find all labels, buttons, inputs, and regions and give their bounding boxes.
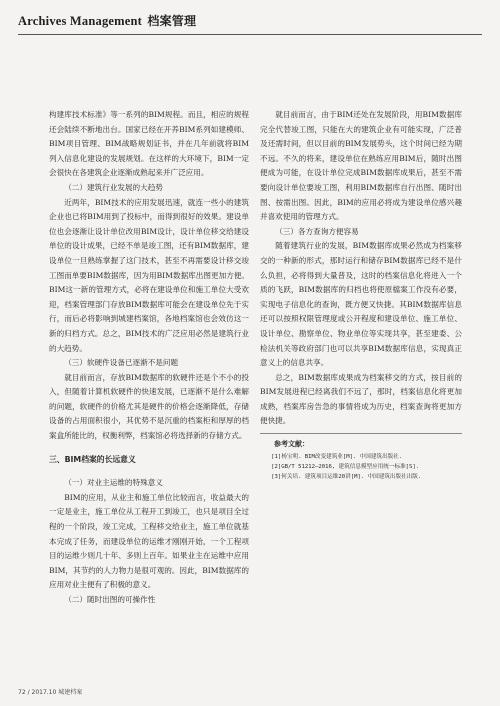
right-column	[260, 108, 462, 482]
subheading: （三）各方查询方便容易	[275, 226, 359, 236]
paragraph: 随着建筑行业的发展，BIM数据库成果必然成为档案移交的一种新的形式，那时运行和储存BIM数据库已经不是什么负担，必将得到大量普及，这时的档案信息化将进入一个质的飞跃，BIM数据库的归档也将使原檔案工作没有必要，实现电子信息化的查询，既方便又快捷。其BIM数据库信息还可以按照权限管理度或公开程度和建设单位、施工单位、设计单位、勘察单位、物业单位等实现共享，甚至建委、公检法机关等政府部门也可以共享BIM数据库信息，实现真正意义上的信息共享。	[260, 241, 462, 368]
section-heading: 三、BIM档案的长远意义	[49, 454, 136, 464]
reference-item: [1]杨宝明. BIM改变建筑业[M]. 中国建筑出版社.	[271, 453, 403, 460]
subheading: （一）对业主运维的特殊意义	[64, 478, 163, 488]
paragraph: 总之，BIM数据库成果成为档案移交的方式，按目前的BIM发展进程已经离我们不远了，那时，档案信息化将更加成熟，档案库房告急的事情将成为历史，档案查询将更加方便快捷。	[260, 372, 462, 426]
issue-date: 2017.10	[31, 689, 57, 696]
references-title: 参考文献：	[274, 440, 309, 449]
references-rule	[260, 433, 462, 434]
reference-item: [3]何关培. 建筑项目运维20讲[M]. 中国建筑出版社出版.	[271, 473, 422, 480]
page-number: 72	[18, 689, 26, 696]
paragraph: 构建库技术标准》等一系列的BIM规程。而且，相应的规程还会陆续不断地出台。国家已经在开养BIM系列如建模师、BIM项目管理、BIM战略规划证书，并在几年前就将BIM列入信息化建设的发展规划。在这样的大环境下，BIM一定会很快在各建筑企业逐渐成熟起来并广泛应用。	[49, 110, 249, 178]
paragraph: 就目前而言，由于BIM还处在发展阶段，用BIM数据库完全代替竣工图，只能在大的建筑企业有可能实现，广泛普及还需时间，但以目前的BIM发展势头，这个时间已经为期不远。不久的将来，建设单位在熟练应用BIM后，随时出图便成为可能，在设计单位完成BIM数据库成果后，甚至不需要向设计单位要竣工图，利用BIM数据库自行出图、随时出图、按需出图。因此，BIM的应用必将成为建设单位感兴趣并喜欢使用的管理方式。	[260, 110, 462, 222]
journal-header	[18, 12, 482, 29]
subheading: （三）软硬件设备已逐渐不是问题	[64, 358, 179, 368]
subheading: （二）建筑行业发展的大趋势	[64, 182, 163, 192]
paragraph: 就目前而言，存放BIM数据库的软硬件还是个不小的投入，但随着计算机软硬件的快速发展，已逐渐不是什么难解的问题，软硬件的价格尤其是硬件的价格会逐渐降低，存储设备的占用面积很小，其优势不是沉重的档案柜和厚厚的档案盒所能比的，权衡利弊，档案馆必将选择新的存储方式。	[49, 372, 249, 441]
paragraph: BIM的应用，从业主和施工单位比较而言，收益最大的一定是业主，施工单位从工程开工到竣工，也只是项目全过程的一个阶段，竣工完成，工程移交给业主，施工单位就基本完成了任务，而建设单位的运维才刚刚开始，一个工程项目的运维少则几十年、多则上百年。如果业主在运维中应用BIM，其节约的人力物力是很可观的。因此，BIM数据库的应用对业主便有了积极的意义。	[49, 492, 249, 590]
reference-item: [2]GB/T 51212—2016, 建筑信息模型应用统一标准[S].	[271, 463, 420, 470]
paragraph: 近两年，BIM技术的应用发展迅速，就连一些小的建筑企业也已将BIM用到了投标中，而得到很好的效果。建设单位也会逐渐让设计单位改用BIM设计，设计单位移交给建设单位的设计成果，已经不单是竣工图，还有BIM数据库，建设单位一旦熟练掌握了这门技术，甚至不再需要设计移交竣工图而单要BIM数据库，因为用BIM数据库出图更加方便。BIM这一新的管理方式，必将在建设单位和施工单位大受欢迎，档案管理部门存放BIM数据库可能会在建设单位先于实行，而后必将影响到城建档案馆，各地档案馆也会效仿这一新的归档方式。总之，BIM技术的广泛应用必然是建筑行业的大趋势。	[49, 197, 249, 353]
journal-title-cn: 档案管理	[147, 14, 197, 28]
references-list	[260, 452, 462, 482]
left-column	[49, 108, 249, 608]
page-footer: 72 / 2017.10 城建档案	[18, 689, 83, 696]
subheading: （二）随时出图的可操作性	[64, 595, 156, 604]
footer-journal: 城建档案	[58, 689, 83, 696]
header-rule	[18, 34, 482, 35]
journal-title-en: Archives Management	[18, 14, 143, 28]
